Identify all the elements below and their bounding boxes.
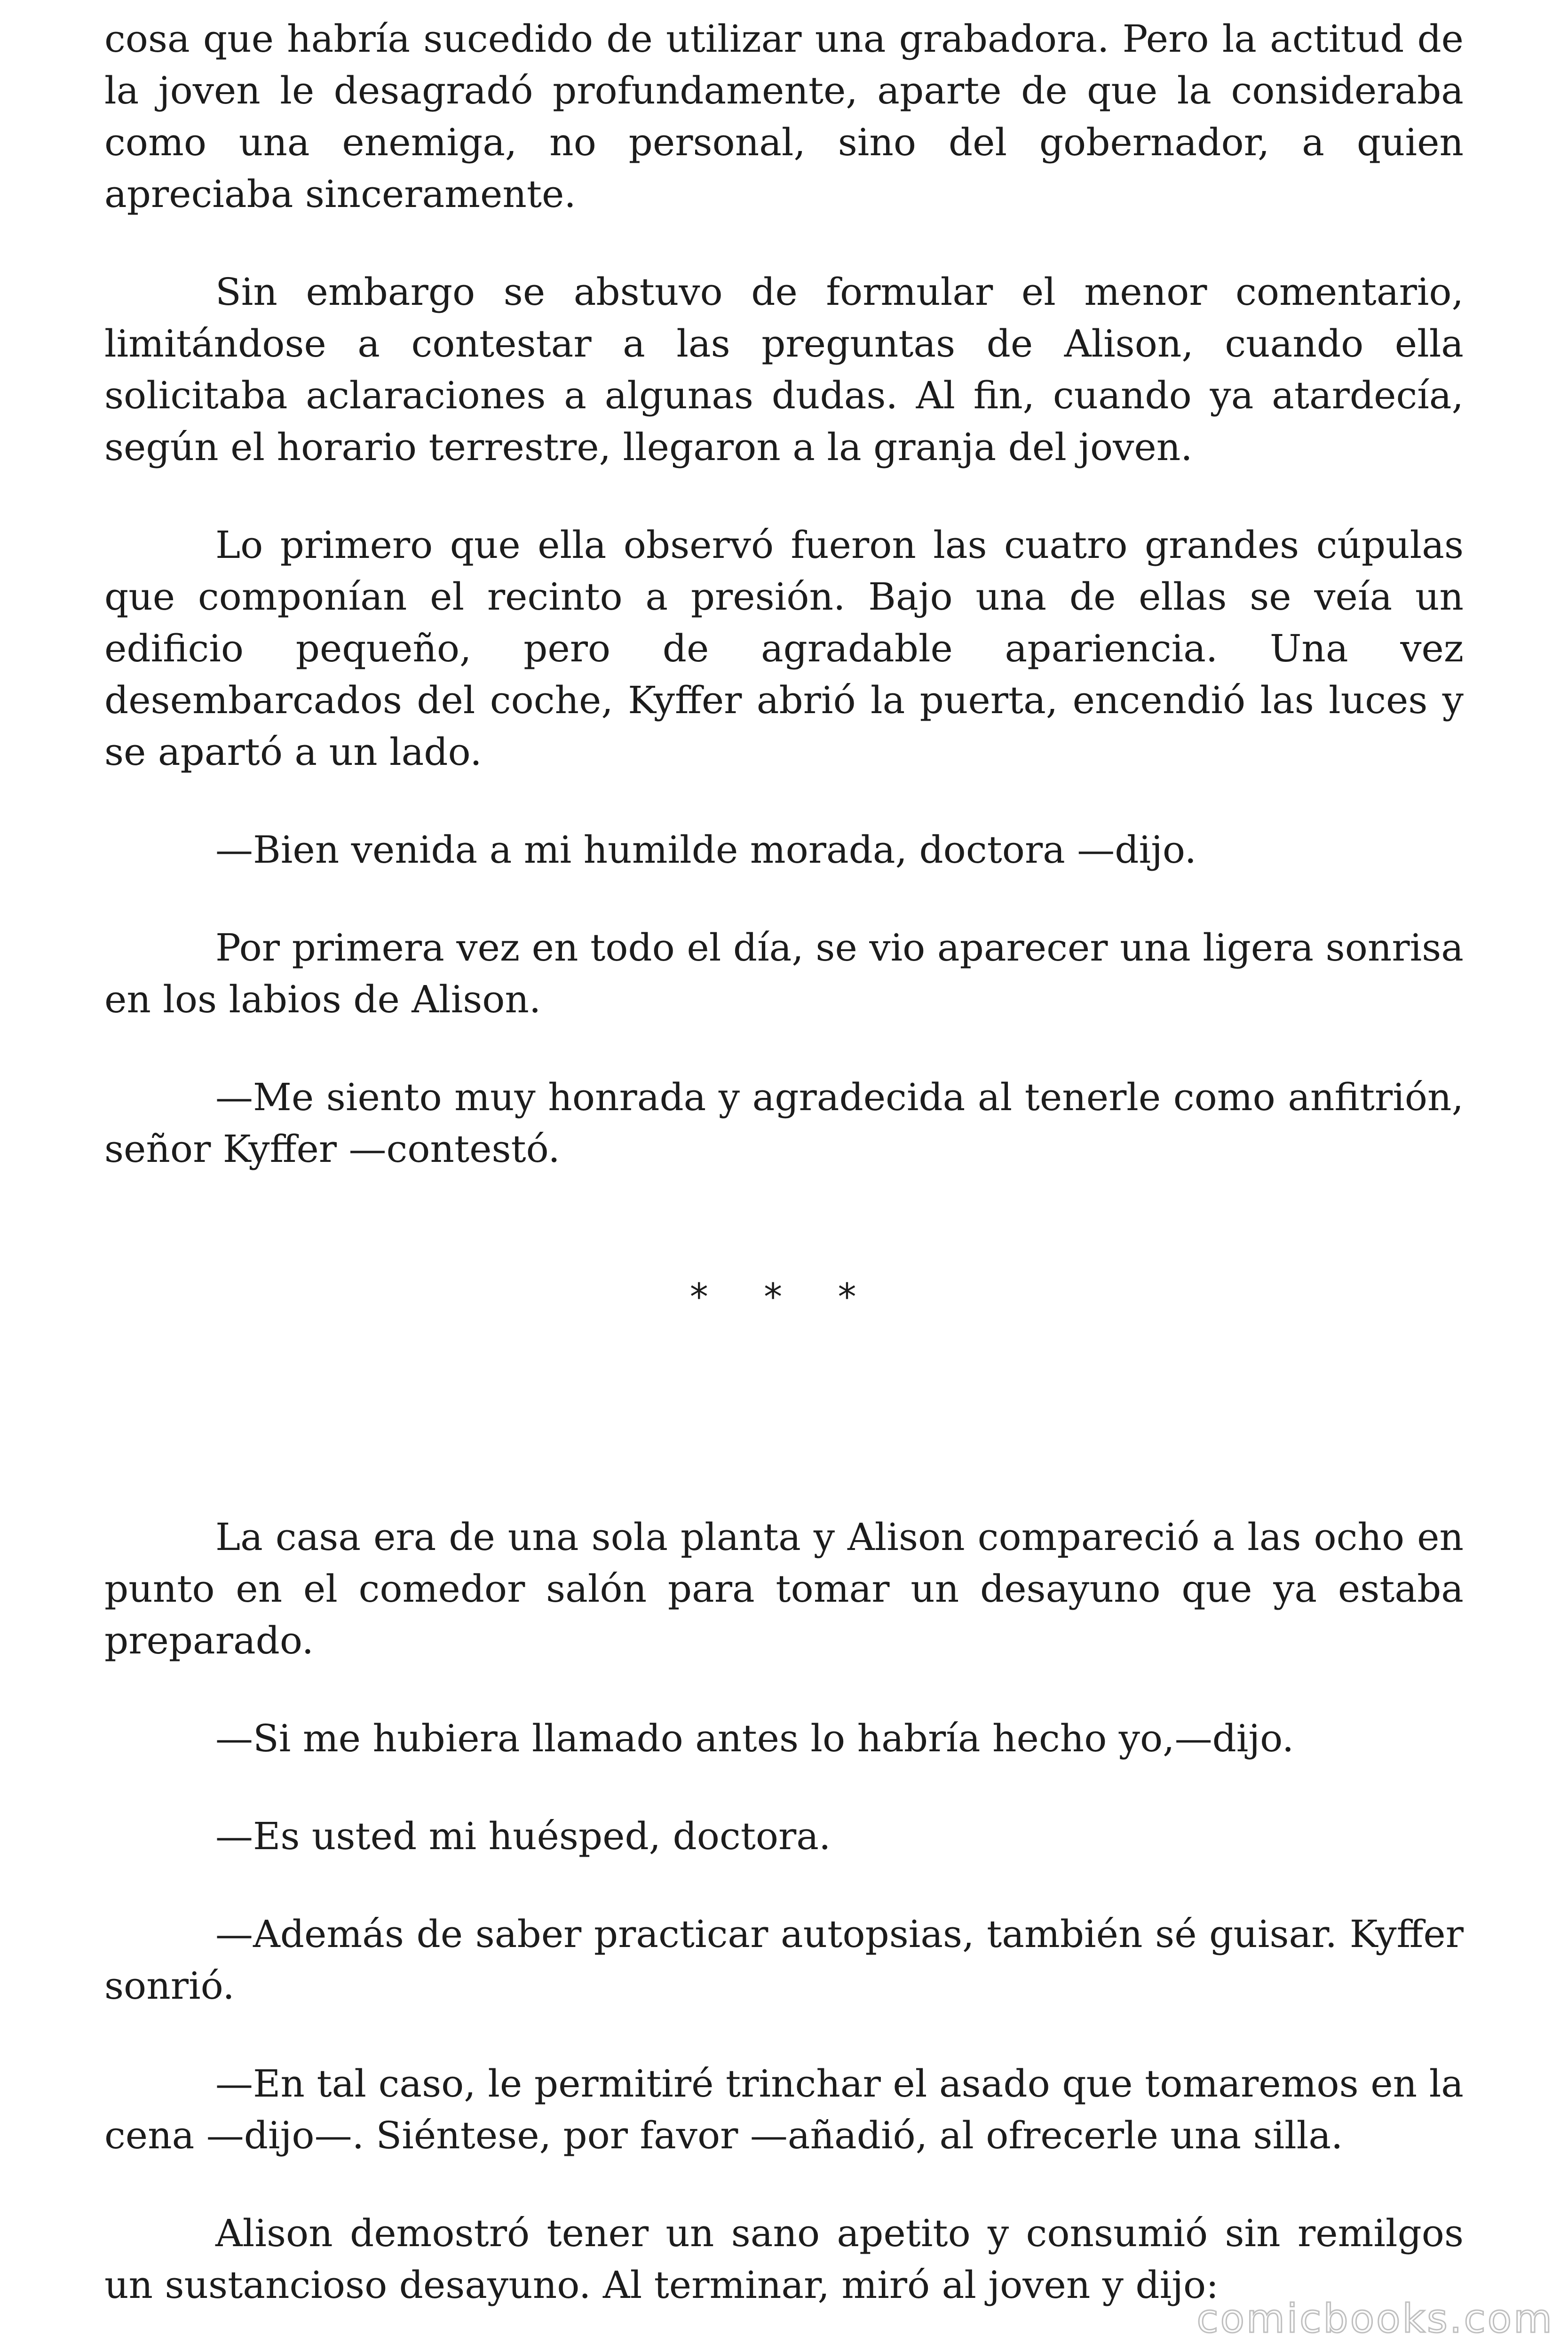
- paragraph-7: La casa era de una sola planta y Alison compareció a las ocho en punto en el comedor salón para tomar un desayuno que ya estaba preparado.: [104, 1515, 1464, 1662]
- paragraph-2: Sin embargo se abstuvo de formular el menor comentario, limitándose a contestar a las preguntas de Alison, cuando ella solicitaba aclaraciones a algunas dudas. Al fin, cuando ya atardecía, según el horario terrestre, llegaron a la granja del joven.: [104, 270, 1464, 469]
- site-watermark: comicbooks.com: [1196, 2296, 1554, 2342]
- paragraph-5: Por primera vez en todo el día, se vio aparecer una ligera sonrisa en los labios de Alison.: [104, 926, 1464, 1021]
- paragraph-12: Alison demostró tener un sano apetito y consumió sin remilgos un sustancioso desayuno. Al terminar, miró al joven y dijo:: [104, 2211, 1464, 2307]
- dialogue-9: —Es usted mi huésped, doctora.: [215, 1814, 831, 1858]
- book-page: [104, 13, 1464, 2352]
- dialogue-11: —En tal caso, le permitiré trinchar el asado que tomaremos en la cena —dijo—. Siéntese, por favor —añadió, al ofrecerle una silla.: [104, 2062, 1464, 2157]
- dialogue-10: —Además de saber practicar autopsias, también sé guisar. Kyffer sonrió.: [104, 1912, 1464, 2008]
- dialogue-6: —Me siento muy honrada y agradecida al tenerle como anfitrión, señor Kyffer —contestó.: [104, 1075, 1464, 1171]
- dialogue-4: —Bien venida a mi humilde morada, doctora —dijo.: [215, 828, 1197, 872]
- paragraph-3: Lo primero que ella observó fueron las cuatro grandes cúpulas que componían el recinto a presión. Bajo una de ellas se veía un edificio pequeño, pero de agradable apariencia. Una vez desembarcados del coche, Kyffer abrió la puerta, encendió las luces y se apartó a un lado.: [104, 523, 1464, 774]
- paragraph-1: cosa que habría sucedido de utilizar una grabadora. Pero la actitud de la joven le desagradó profundamente, aparte de que la consideraba como una enemiga, no personal, sino del gobernador, a quien apreciaba sinceramente.: [104, 17, 1464, 216]
- scene-separator: * * *: [689, 1276, 879, 1319]
- dialogue-8: —Si me hubiera llamado antes lo habría hecho yo,—dijo.: [215, 1716, 1294, 1760]
